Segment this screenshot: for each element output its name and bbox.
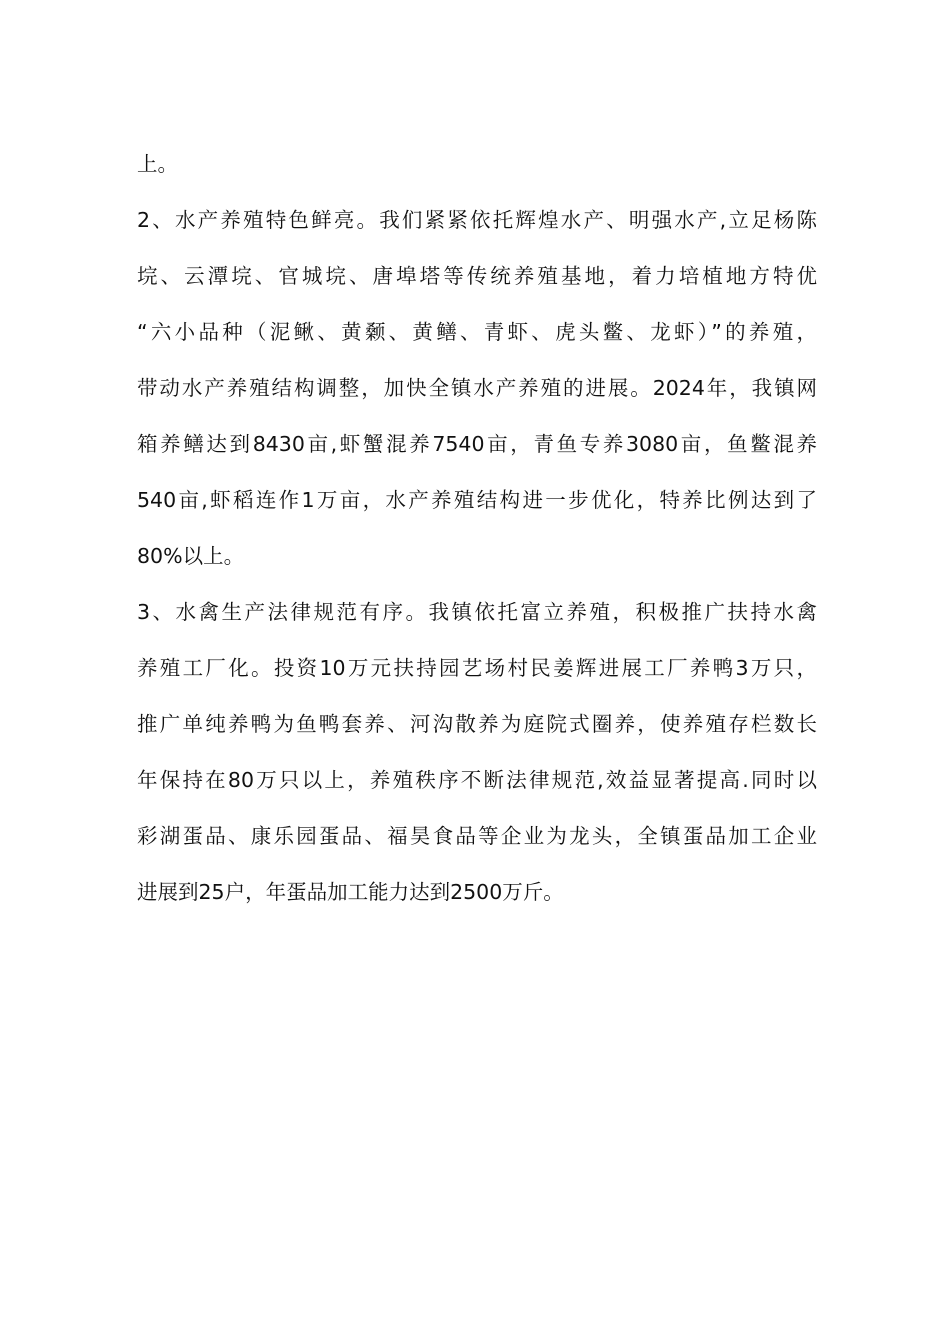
paragraph-line: 年保持在80万只以上，养殖秩序不断法律规范,效益显著提高.同时以: [137, 768, 817, 792]
paragraph-line: 养殖工厂化。投资10万元扶持园艺场村民姜辉进展工厂养鸭3万只，: [137, 656, 817, 680]
paragraph-line: 进展到25户，年蛋品加工能力达到2500万斤。: [137, 880, 564, 904]
paragraph-line: 80%以上。: [137, 544, 245, 568]
paragraph-line: 推广单纯养鸭为鱼鸭套养、河沟散养为庭院式圈养，使养殖存栏数长: [137, 712, 817, 736]
paragraph-line: 2、水产养殖特色鲜亮。我们紧紧依托辉煌水产、明强水产,立足杨陈: [137, 208, 817, 232]
paragraph-line: 彩湖蛋品、康乐园蛋品、福昊食品等企业为龙头，全镇蛋品加工企业: [137, 824, 817, 848]
document-body: [137, 138, 817, 922]
paragraph-line: 540亩,虾稻连作1万亩，水产养殖结构进一步优化，特养比例达到了: [137, 488, 817, 512]
paragraph-line: 垸、云潭垸、官城垸、唐埠塔等传统养殖基地，着力培植地方特优: [137, 264, 817, 288]
paragraph-line: 3、水禽生产法律规范有序。我镇依托富立养殖，积极推广扶持水禽: [137, 600, 817, 624]
paragraph-line: 带动水产养殖结构调整，加快全镇水产养殖的进展。2024年，我镇网: [137, 376, 817, 400]
paragraph-line: “六小品种（泥鳅、黄颡、黄鳝、青虾、虎头鳖、龙虾）”的养殖，: [137, 320, 817, 344]
paragraph-line: 箱养鳝达到8430亩,虾蟹混养7540亩，青鱼专养3080亩，鱼鳖混养: [137, 432, 817, 456]
paragraph-line: 上。: [137, 152, 178, 176]
